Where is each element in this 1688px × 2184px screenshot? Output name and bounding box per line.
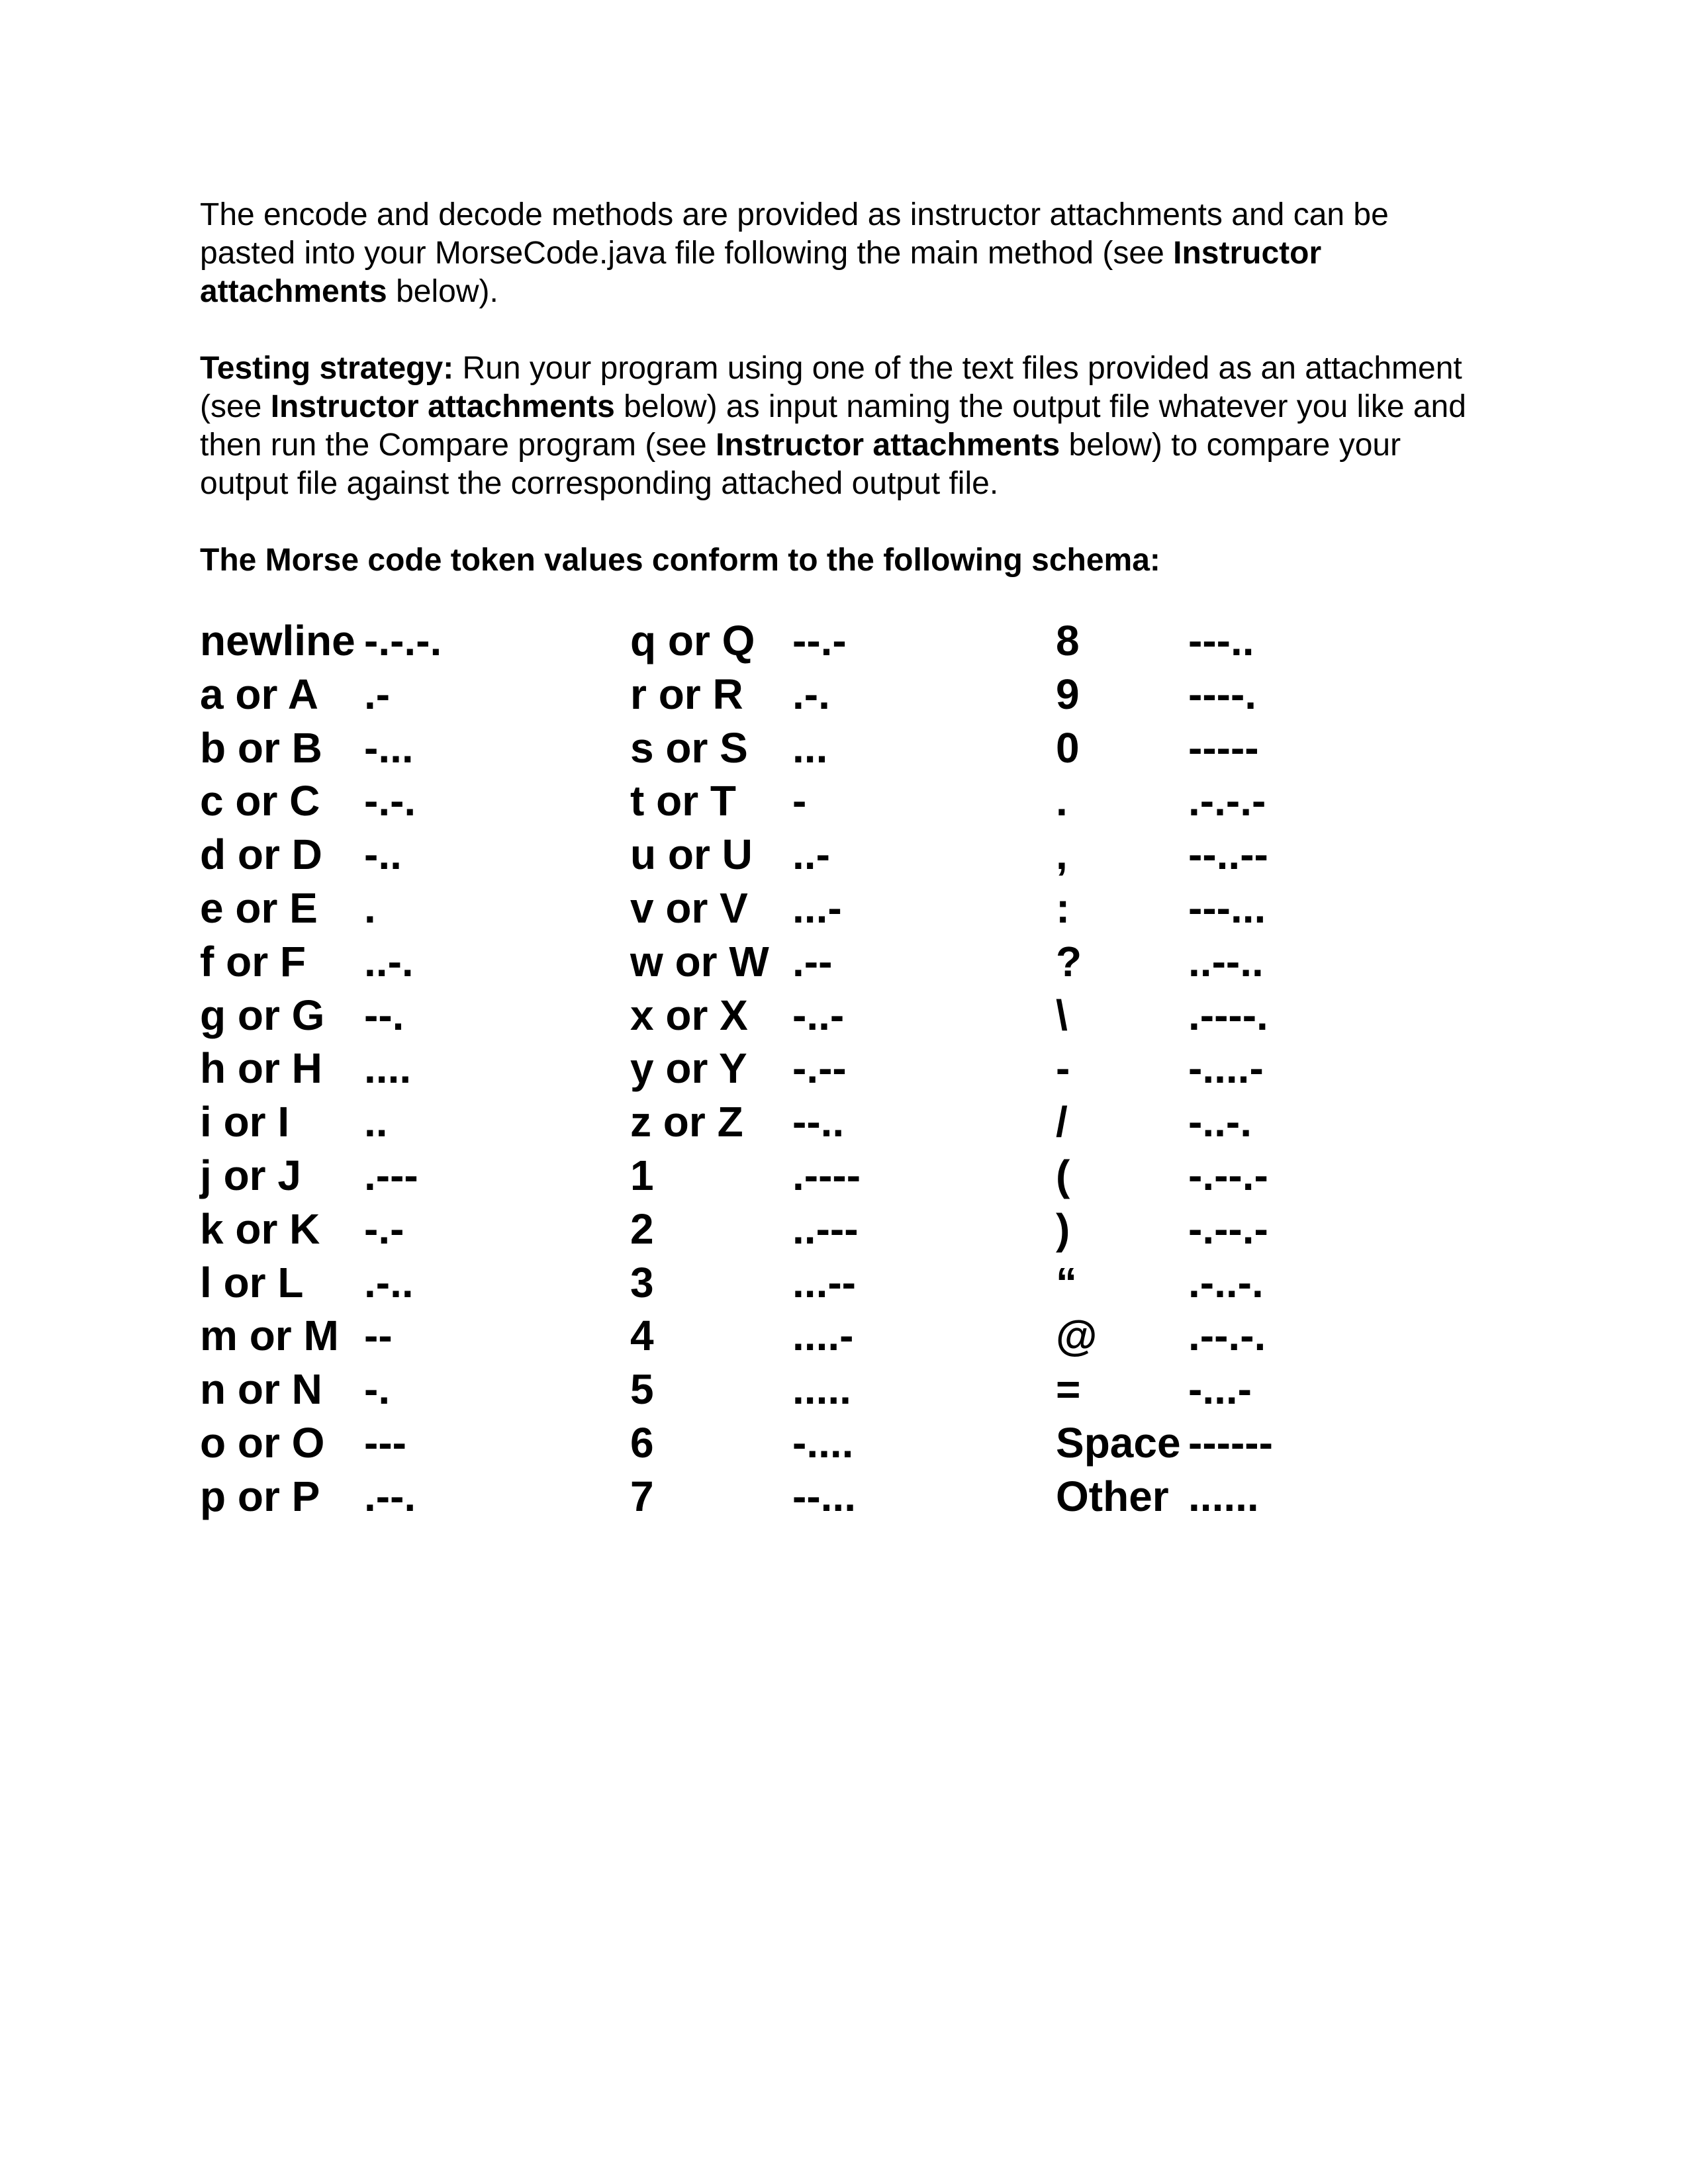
- morse-symbol: @: [1056, 1312, 1098, 1360]
- morse-code: ---..: [1188, 617, 1254, 664]
- morse-code: --..--: [1188, 831, 1268, 879]
- morse-symbol: w or W: [630, 937, 769, 985]
- morse-symbol: u or U: [630, 831, 753, 879]
- morse-symbol: s or S: [630, 723, 748, 772]
- morse-code: .---: [364, 1151, 418, 1199]
- morse-code: .-..: [364, 1258, 414, 1306]
- morse-symbol: .: [1056, 777, 1068, 825]
- morse-symbol: -: [1056, 1044, 1070, 1093]
- morse-symbol: 3: [630, 1258, 654, 1306]
- morse-code: ----.: [1188, 670, 1257, 718]
- morse-symbol: e or E: [200, 884, 318, 932]
- morse-symbol: n or N: [200, 1365, 322, 1414]
- morse-symbol: a or A: [200, 670, 318, 718]
- morse-code: --.-: [792, 617, 847, 664]
- morse-code: .-..-.: [1188, 1258, 1264, 1306]
- morse-symbol: =: [1056, 1365, 1081, 1414]
- morse-symbol: 6: [630, 1418, 654, 1467]
- morse-code: -.-.: [364, 777, 416, 825]
- morse-symbol: 7: [630, 1472, 654, 1520]
- morse-symbol: d or D: [200, 831, 322, 879]
- morse-symbol: ,: [1056, 831, 1068, 879]
- morse-table: [200, 614, 1491, 1541]
- morse-code: ...-: [792, 884, 842, 932]
- morse-symbol: :: [1056, 884, 1070, 932]
- morse-code: ...--: [792, 1258, 856, 1306]
- morse-code: -.--.-: [1188, 1205, 1268, 1253]
- morse-symbol: r or R: [630, 670, 743, 718]
- morse-symbol: i or I: [200, 1098, 290, 1146]
- morse-code: .--.-.: [1188, 1312, 1266, 1360]
- morse-code: --..: [792, 1098, 845, 1146]
- testing-text: below) to compare your output file against the corresponding attached output file.: [200, 428, 1401, 501]
- morse-code: ------: [1188, 1418, 1273, 1467]
- morse-symbol: y or Y: [630, 1044, 747, 1093]
- morse-symbol: “: [1056, 1258, 1077, 1306]
- morse-code: ..--..: [1188, 937, 1264, 985]
- morse-symbol: x or X: [630, 991, 748, 1039]
- morse-symbol: 9: [1056, 670, 1080, 718]
- morse-symbol: Space: [1056, 1418, 1181, 1467]
- morse-code: -: [792, 777, 807, 825]
- morse-symbol: v or V: [630, 884, 748, 932]
- morse-code: -.: [364, 1365, 391, 1414]
- morse-symbol: c or C: [200, 777, 320, 825]
- morse-symbol: 5: [630, 1365, 654, 1414]
- morse-code: ...: [792, 723, 828, 772]
- morse-symbol: 8: [1056, 617, 1080, 664]
- morse-symbol: l or L: [200, 1258, 304, 1306]
- intro-paragraph: [200, 196, 1491, 311]
- morse-code: .-: [364, 670, 391, 718]
- morse-code: .-.-.-: [1188, 777, 1266, 825]
- morse-code: .-.: [792, 670, 830, 718]
- morse-symbol: f or F: [200, 937, 306, 985]
- morse-code: -.-: [364, 1205, 404, 1253]
- morse-symbol: h or H: [200, 1044, 322, 1093]
- morse-code: ..: [364, 1098, 388, 1146]
- morse-code: .--.: [364, 1472, 416, 1520]
- morse-code: -...: [364, 723, 414, 772]
- morse-code: ......: [1188, 1472, 1259, 1520]
- morse-symbol: p or P: [200, 1472, 320, 1520]
- morse-code: .: [364, 884, 376, 932]
- morse-code: -.-.-.: [364, 617, 442, 664]
- morse-symbol: q or Q: [630, 617, 755, 664]
- instructor-attachments-bold: Instructor attachments: [200, 236, 1322, 309]
- morse-code: ..-.: [364, 937, 414, 985]
- morse-code: ---...: [1188, 884, 1266, 932]
- morse-code: -.--.-: [1188, 1151, 1268, 1199]
- instructor-attachments-bold: Instructor attachments: [716, 428, 1060, 463]
- morse-code: -..-: [792, 991, 845, 1039]
- morse-symbol: b or B: [200, 723, 322, 772]
- morse-code: -----: [1188, 723, 1259, 772]
- testing-strategy-label: Testing strategy:: [200, 351, 454, 386]
- morse-code: -..-.: [1188, 1098, 1252, 1146]
- morse-code: .....: [792, 1365, 851, 1414]
- testing-text: below) as input naming the output file whatever you like and then run the Compare program (see: [200, 389, 1466, 463]
- morse-symbol: k or K: [200, 1205, 320, 1253]
- morse-code: .----: [792, 1151, 861, 1199]
- morse-code: .----.: [1188, 991, 1268, 1039]
- morse-code: --: [364, 1312, 393, 1360]
- morse-symbol: (: [1056, 1151, 1070, 1199]
- morse-symbol: 0: [1056, 723, 1080, 772]
- morse-code: -....-: [1188, 1044, 1264, 1093]
- document-page: [200, 196, 1491, 1541]
- morse-symbol: o or O: [200, 1418, 325, 1467]
- morse-code: -....: [792, 1418, 854, 1467]
- morse-symbol: 2: [630, 1205, 654, 1253]
- morse-code: ....-: [792, 1312, 854, 1360]
- morse-code: ..-: [792, 831, 830, 879]
- intro-text: The encode and decode methods are provided as instructor attachments and can be pasted into your MorseCode.java file following the main method (see: [200, 197, 1389, 271]
- morse-code: ....: [364, 1044, 412, 1093]
- instructor-attachments-bold: Instructor attachments: [270, 389, 615, 424]
- morse-code: .--: [792, 937, 833, 985]
- morse-symbol: Other: [1056, 1472, 1169, 1520]
- schema-heading: The Morse code token values conform to the following schema:: [200, 543, 1160, 578]
- morse-code: ..---: [792, 1205, 859, 1253]
- morse-code: --.: [364, 991, 404, 1039]
- morse-symbol: /: [1056, 1098, 1068, 1146]
- morse-code: -..: [364, 831, 402, 879]
- morse-symbol: j or J: [200, 1151, 301, 1199]
- morse-symbol: m or M: [200, 1312, 339, 1360]
- morse-symbol: ?: [1056, 937, 1082, 985]
- morse-symbol: \: [1056, 991, 1068, 1039]
- morse-symbol: 1: [630, 1151, 654, 1199]
- morse-symbol: ): [1056, 1205, 1070, 1253]
- morse-symbol: 4: [630, 1312, 654, 1360]
- morse-code: -...-: [1188, 1365, 1252, 1414]
- testing-strategy-paragraph: [200, 349, 1491, 503]
- testing-text: Run your program using one of the text files provided as an attachment (see: [200, 351, 1462, 424]
- morse-code: --...: [792, 1472, 856, 1520]
- morse-symbol: g or G: [200, 991, 325, 1039]
- morse-symbol: z or Z: [630, 1098, 743, 1146]
- morse-code: -.--: [792, 1044, 847, 1093]
- intro-text: below).: [387, 274, 498, 309]
- morse-symbol: t or T: [630, 777, 736, 825]
- morse-code: ---: [364, 1418, 406, 1467]
- morse-symbol: newline: [200, 617, 355, 664]
